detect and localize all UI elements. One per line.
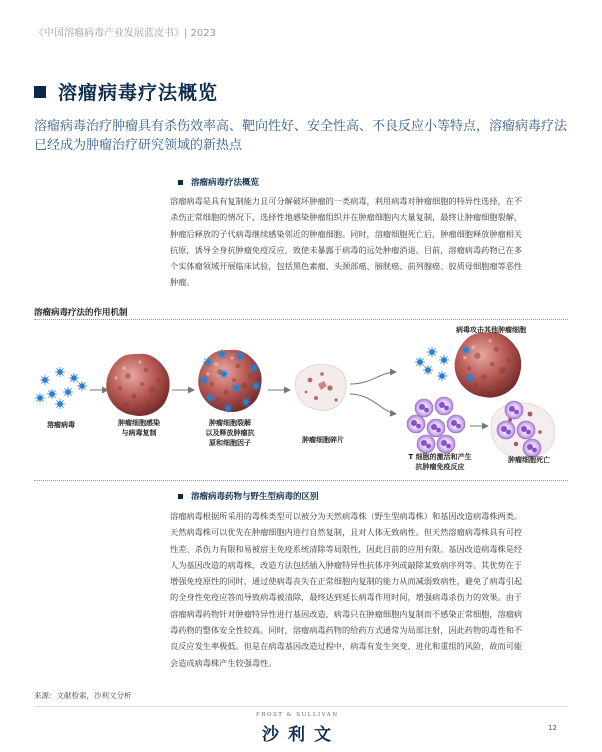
body-line: 增强免疫原性的同时，通过使病毒丧失在正常细胞内复制的能力从而减弱致病性，避免了病毒引起 (170, 576, 523, 587)
body-line: 性差、杀伤力有限和易被宿主免疫系统清除等局限性，因此目前的应用有限。基因改造病毒株是经 (170, 543, 523, 554)
body-line: 溶瘤病毒根据所采用的毒株类型可以被分为天然病毒株（野生型病毒株）和基因改造病毒株两类。 (170, 511, 523, 521)
body-line: 个实体瘤领域开展临床试验，包括黑色素瘤、头颈部癌、膀胱癌、前列腺癌、胶质母细胞瘤等恶性 (170, 261, 523, 272)
body-line: 肿瘤后释放的子代病毒继续感染邻近的肿瘤细胞。同时，溶瘤细胞死亡后，肿瘤细胞释放肿瘤相关 (170, 228, 523, 239)
page-subtitle: 溶瘤病毒治疗肿瘤具有杀伤效率高、靶向性好、安全性高、不良反应小等特点，溶瘤病毒疗法已经成为肿瘤治疗研究领域的新热点 (34, 119, 568, 153)
body-line: 的全身性免疫应答而导致病毒被清除，最终达到延长病毒作用时间，增强病毒杀伤力的效果。由于 (170, 592, 523, 603)
body-line: 天然病毒株可以优先在肿瘤细胞内进行自然复制，且对人体无致病性。但天然溶瘤病毒株具有可控 (170, 527, 523, 538)
figure-bottom-rule (34, 480, 568, 481)
section2-header (178, 490, 319, 502)
section-square-icon (178, 494, 183, 499)
brand-logo-cn: 沙利文 (262, 725, 340, 745)
section1-title: 溶瘤病毒疗法概览 (191, 178, 260, 188)
page-number: 12 (548, 724, 557, 732)
body-line: 溶瘤病毒是具有复制能力且可分解破坏肿瘤的一类病毒，利用病毒对肿瘤细胞的特异性选择，在不 (170, 196, 523, 206)
virus-cluster (35, 367, 87, 409)
caption-line: 与病毒复制 (121, 429, 157, 437)
tumor-debris (295, 365, 346, 411)
caption-lysis (194, 418, 266, 448)
caption-line: T 细胞的激活和产生 (408, 453, 472, 461)
caption-line: 肿瘤细胞感染 (118, 419, 160, 427)
caption-debris: 肿瘤细胞碎片 (302, 436, 344, 444)
caption-virus: 溶瘤病毒 (47, 421, 75, 429)
infected-tumor-cell (106, 354, 169, 416)
caption-attack: 病毒攻击其他肿瘤细胞 (456, 326, 526, 334)
source-note: 来源：文献检索，沙利文分析 (34, 691, 132, 700)
caption-death: 肿瘤细胞死亡 (508, 456, 550, 464)
section2-body (170, 508, 568, 671)
body-line: 抗原，诱导全身抗肿瘤免疫反应，致使未暴露于病毒的远处肿瘤消退。目前，溶瘤病毒药物已在多 (170, 244, 523, 255)
lysing-tumor-cell (198, 349, 261, 413)
virus-attack-other-cells (415, 332, 521, 397)
body-line: 良反应发生率极低。但是在病毒基因改造过程中，病毒有发生突变、进化和重组的风险，故而可能 (170, 641, 523, 652)
caption-line: 肿瘤细胞裂解 (209, 419, 251, 427)
caption-tcell (392, 452, 488, 472)
t-cell-group (407, 397, 465, 453)
caption-infect (104, 418, 174, 438)
running-head: 《中国溶瘤病毒产业发展蓝皮书》| 2023 (34, 28, 216, 39)
body-line: 杀伤正常细胞的情况下，选择性地感染肿瘤组织并在肿瘤细胞内大量复制，最终让肿瘤细胞裂解， (170, 212, 523, 223)
dying-tumor-cell (491, 401, 555, 458)
footer-rule (34, 706, 568, 707)
body-line: 人为基因改造的病毒株，改造方法包括插入肿瘤特异性抗体序列或敲除某致病序列等。其优势在于 (170, 559, 523, 570)
caption-line: 以及释放肿瘤抗 (205, 429, 255, 437)
caption-line: 抗肿瘤免疫反应 (415, 463, 465, 471)
figure-label: 溶瘤病毒疗法的作用机制 (34, 308, 128, 318)
body-line: 毒药物的整体安全性较高。同时，溶瘤病毒药物的给药方式通常为局部注射，因此药物的毒性和不 (170, 625, 523, 636)
body-line: 溶瘤病毒药物针对肿瘤特异性进行基因改造，病毒只在肿瘤细胞内复制而不感染正常细胞，溶瘤病 (170, 608, 523, 619)
brand-logo-en: FROST & SULLIVAN (256, 712, 339, 718)
page-title: 溶瘤病毒疗法概览 (58, 82, 219, 104)
body-line: 肿瘤。 (170, 277, 195, 288)
body-line: 会造成病毒株产生较强毒性。 (170, 657, 277, 668)
caption-line: 原和细胞因子 (209, 439, 251, 447)
section2-title: 溶瘤病毒药物与野生型病毒的区别 (191, 492, 319, 502)
